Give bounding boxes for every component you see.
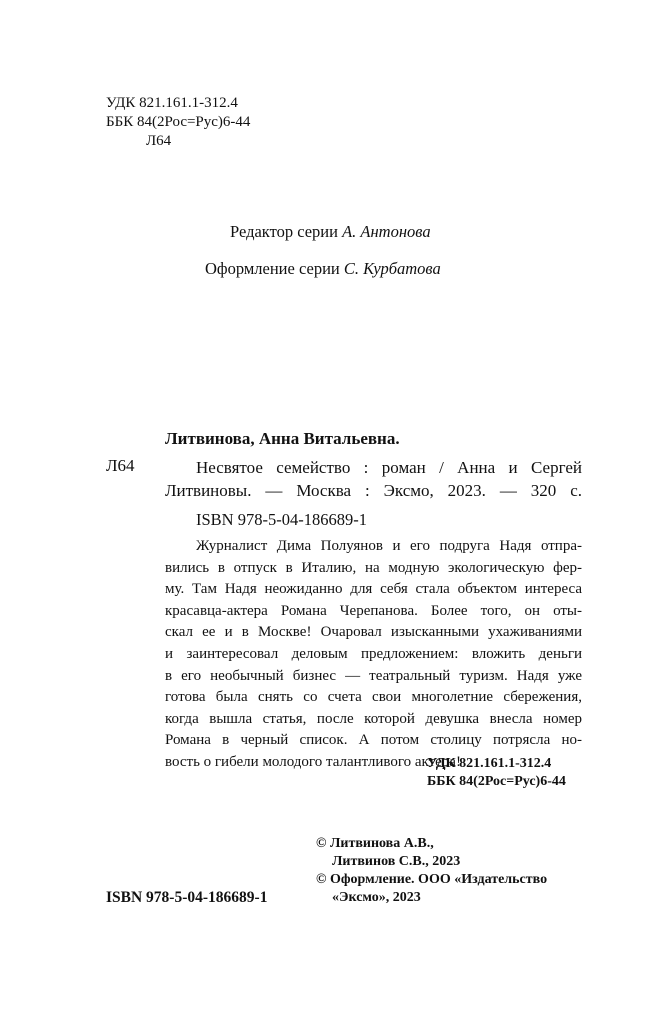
- annotation: [165, 536, 582, 774]
- isbn-bottom: ISBN 978-5-04-186689-1: [106, 889, 268, 906]
- copyright-line: © Оформление. ООО «Издательство: [316, 872, 548, 887]
- annotation-line: вость о гибели молодого талантливого актера!: [165, 753, 461, 770]
- bbk-code: ББК 84(2Рос=Рус)6-44: [106, 114, 251, 130]
- series-design-name: С. Курбатова: [343, 259, 441, 278]
- author-sign: Л64: [146, 133, 172, 149]
- copyright-block: [316, 835, 547, 907]
- annotation-line: вились в отпуск в Италию, на модную экологическую фер-: [165, 559, 582, 576]
- record-isbn: ISBN 978-5-04-186689-1: [196, 510, 367, 529]
- series-editor: [230, 222, 431, 242]
- annotation-line: готова была снять со счета свои многолетние сбережения,: [165, 689, 582, 706]
- title-line: Литвиновы. — Москва : Эксмо, 2023. — 320 с.: [165, 481, 582, 500]
- annotation-line: Журналист Дима Полуянов и его подруга Надя отпра-: [196, 538, 582, 554]
- annotation-line: му. Там Надя неожиданно для себя стала объектом интереса: [165, 581, 582, 598]
- copyright-line: © Литвинова А.В.,: [316, 836, 434, 851]
- annotation-line: красавца-актера Романа Черепанова. Более того, он оты-: [165, 602, 582, 619]
- annotation-line: когда вышла статья, после которой девушка внесла номер: [165, 710, 582, 727]
- annotation-line: в его необычный бизнес — театральный туризм. Надя уже: [165, 667, 582, 684]
- bbk-code-bottom: ББК 84(2Рос=Рус)6-44: [427, 774, 566, 789]
- copyright-line: «Эксмо», 2023: [332, 890, 421, 905]
- annotation-line: Романа в черный список. А потом столицу потрясла но-: [165, 732, 582, 749]
- annotation-line: скал ее и в Москве! Очаровал изысканными ухаживаниями: [165, 624, 582, 641]
- series-design: [205, 259, 441, 279]
- series-editor-name: А. Антонова: [342, 222, 431, 241]
- record-author: Литвинова, Анна Витальевна.: [165, 429, 400, 448]
- annotation-line: и заинтересовал деловым предложением: вложить деньги: [165, 645, 582, 662]
- title-line: Несвятое семейство : роман / Анна и Сергей: [196, 458, 582, 477]
- record-index: Л64: [106, 456, 135, 475]
- udk-code-bottom: УДК 821.161.1-312.4: [427, 756, 552, 771]
- classification-bottom: [427, 755, 566, 791]
- series-editor-label: Редактор серии: [230, 222, 338, 241]
- udk-code: УДК 821.161.1-312.4: [106, 95, 238, 111]
- series-design-label: Оформление серии: [205, 259, 340, 278]
- record-title: [165, 456, 582, 502]
- copyright-line: Литвинов С.В., 2023: [332, 854, 461, 869]
- classification-block: [106, 94, 250, 151]
